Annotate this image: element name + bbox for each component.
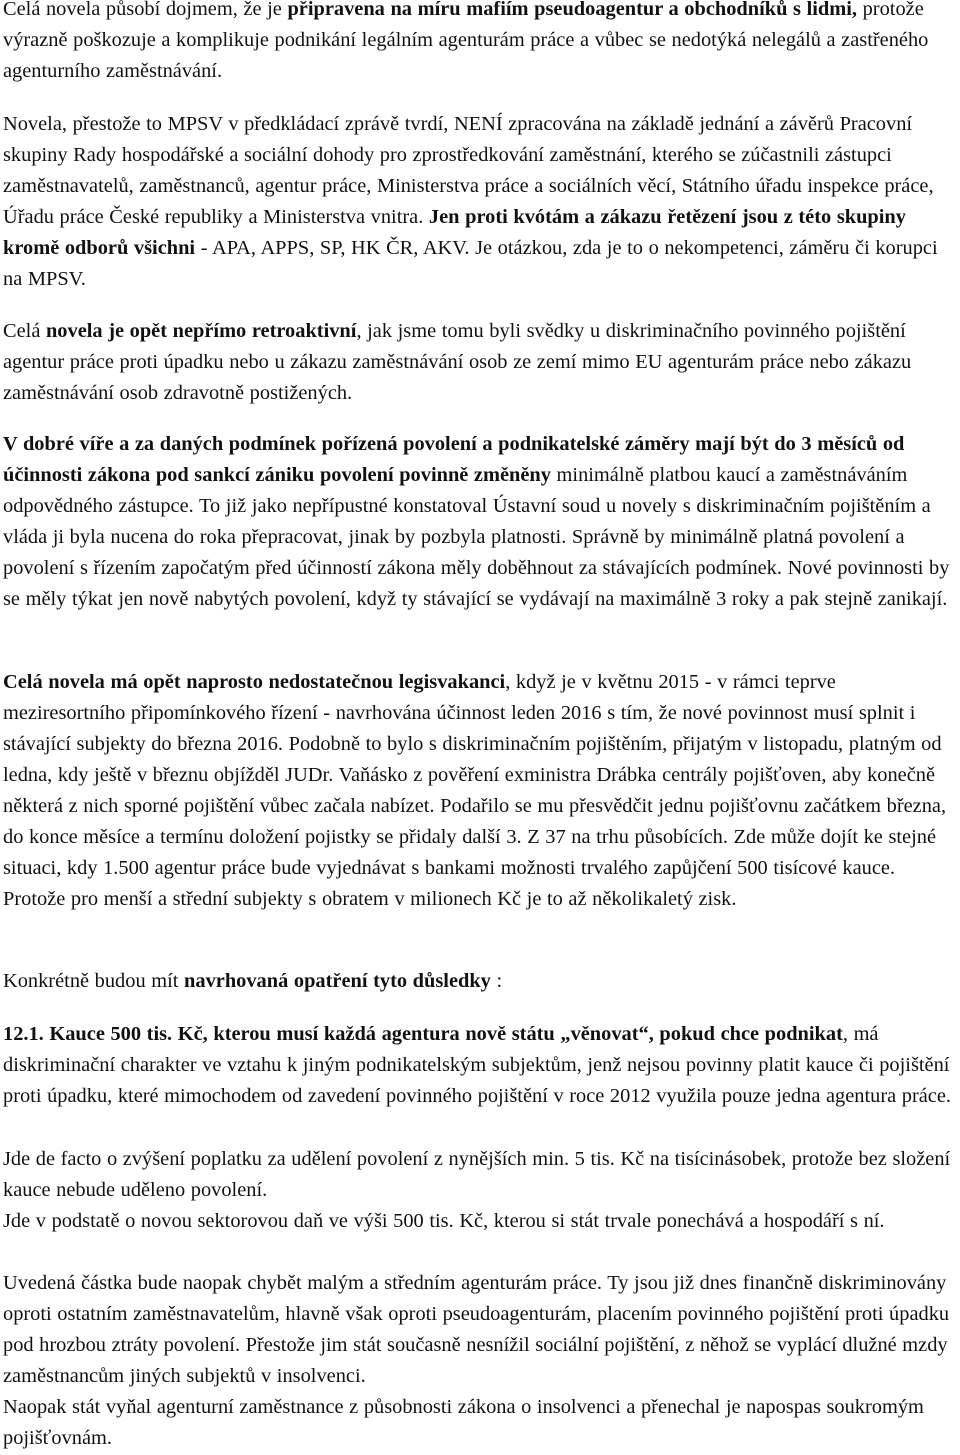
p1-text-2: protože výrazně poškozuje a komplikuje podnikání legálním agenturám práce a vůbec se nedotýká nelegálů a zastřeného agenturního zaměstnávání. xyxy=(3,0,929,82)
paragraph-fee-increase: Jde de facto o zvýšení poplatku za udělení povolení z nynějších min. 5 tis. Kč na tisícinásobek, protože bez složení kauce nebude uděleno povolení. xyxy=(3,1148,951,1201)
p7-bold-1: 12.1. Kauce 500 tis. Kč, kterou musí každá agentura nově státu „věnovat“, pokud chce podnikat xyxy=(3,1023,843,1045)
p6-text-2: : xyxy=(490,970,503,992)
p4-text-1: minimálně platbou kaucí a zaměstnáváním odpovědného zástupce. To již jako nepřípustné konstatoval Ústavní soud u novely s diskriminačním pojištěním a vláda ji byla nucena do roka přepracovat, jinak by pozbyla platnosti. Správně by minimálně platná povolení a povolení s řízením započatým před účinností zákona měly doběhnout za stávajících podmínek. Nové povinnosti by se měly týkat jen nově nabytých povolení, když ty stávající se vydávají na maximálně 3 roky a pak stejně zanikají. xyxy=(3,464,950,610)
paragraph-legisvacancy xyxy=(3,667,957,915)
paragraph-permits xyxy=(3,429,957,615)
paragraph-deposit xyxy=(3,1019,957,1112)
paragraph-intro xyxy=(3,0,957,87)
paragraph-working-group xyxy=(3,109,957,295)
p2-text-2: - APA, APPS, SP, HK ČR, AKV. Je otázkou, zda je to o nekompetenci, záměru či korupci na MPSV. xyxy=(3,237,938,290)
paragraph-sector-tax: Jde v podstatě o novou sektorovou daň ve výši 500 tis. Kč, kterou si stát trvale ponechává a hospodáří s ní. xyxy=(3,1210,885,1232)
p2-text-1: Novela, přestože to MPSV v předkládací zprávě tvrdí, NENÍ zpracována na základě jednání a závěrů Pracovní skupiny Rady hospodářské a sociální dohody pro zprostředkování zaměstnání, kterého se zúčastnili zástupci zaměstnavatelů, zaměstnanců, agentur práce, Ministerstva práce a sociálních věcí, Státního úřadu inspekce práce, Úřadu práce České republiky a Ministerstva vnitra. xyxy=(3,113,934,228)
paragraph-retroactive xyxy=(3,316,957,409)
p3-text-1: Celá xyxy=(3,320,46,342)
paragraph-consequences-intro xyxy=(3,966,957,997)
p6-bold-1: navrhovaná opatření tyto důsledky xyxy=(184,970,491,992)
p5-bold-1: Celá novela má opět naprosto nedostatečnou legisvakanci xyxy=(3,671,506,693)
p7-text-1: , má diskriminační charakter ve vztahu k jiným podnikatelským subjektům, jenž nejsou povinny platit kauce či pojištění proti úpadku, které mimochodem od zavedení povinného pojištění v roce 2012 využila pouze jedna agentura práce. xyxy=(3,1023,951,1107)
paragraph-small-agencies: Uvedená částka bude naopak chybět malým a středním agenturám práce. Ty jsou již dnes finančně diskriminovány oproti ostatním zaměstnavatelům, hlavně však oproti pseudoagenturám, placením povinného pojištění proti úpadku pod hrozbou ztráty povolení. Přestože jim stát současně nesnížil sociální pojištění, z něhož se vyplácí dlužné mzdy zaměstnancům jiných subjektů v insolvenci. xyxy=(3,1272,950,1387)
p6-text-1: Konkrétně budou mít xyxy=(3,970,185,992)
paragraph-insolvency: Naopak stát vyňal agenturní zaměstnance z působnosti zákona o insolvenci a přenechal je napospas soukromým pojišťovnám. xyxy=(3,1396,924,1449)
p3-text-2: , jak jsme tomu byli svědky u diskriminačního povinného pojištění agentur práce proti úpadku nebo u zákazu zaměstnávání osob ze zemí mimo EU agenturám práce nebo zákazu zaměstnávání osob zdravotně postižených. xyxy=(3,320,912,404)
p3-bold-1: novela je opět nepřímo retroaktivní xyxy=(45,320,357,342)
p1-text-1: Celá novela působí dojmem, že je xyxy=(3,0,288,20)
p1-bold-1: připravena na míru mafiím pseudoagentur a obchodníků s lidmi, xyxy=(287,0,857,20)
p4-bold-1: V dobré víře a za daných podmínek pořízená povolení a podnikatelské záměry mají být do 3 měsíců od účinnosti zákona pod sankcí zániku povolení povinně změněny xyxy=(3,433,905,486)
p2-bold-1: Jen proti kvótám a zákazu řetězení jsou z této skupiny kromě odborů všichni xyxy=(3,206,906,259)
p5-text-1: , když je v květnu 2015 - v rámci teprve meziresortního připomínkového řízení - navrhována účinnost leden 2016 s tím, že nové povinnost musí splnit i stávající subjekty do března 2016. Podobně to bylo s diskriminačním pojištěním, přijatým v listopadu, platným od ledna, kdy ještě v březnu objížděl JUDr. Vaňásko z pověření exministra Drábka centrály pojišťoven, aby konečně některá z nich sporné pojištění vůbec začala nabízet. Podařilo se mu přesvědčit jednu pojišťovnu začátkem března, do konce měsíce a termínu doložení pojistky se přidaly další 3. Z 37 na trhu působících. Zde může dojít ke stejné situaci, kdy 1.500 agentur práce bude vyjednávat s bankami možnosti trvalého zapůjčení 500 tisícové kauce. Protože pro menší a střední subjekty s obratem v milionech Kč je to až několikaletý zisk. xyxy=(3,671,947,910)
